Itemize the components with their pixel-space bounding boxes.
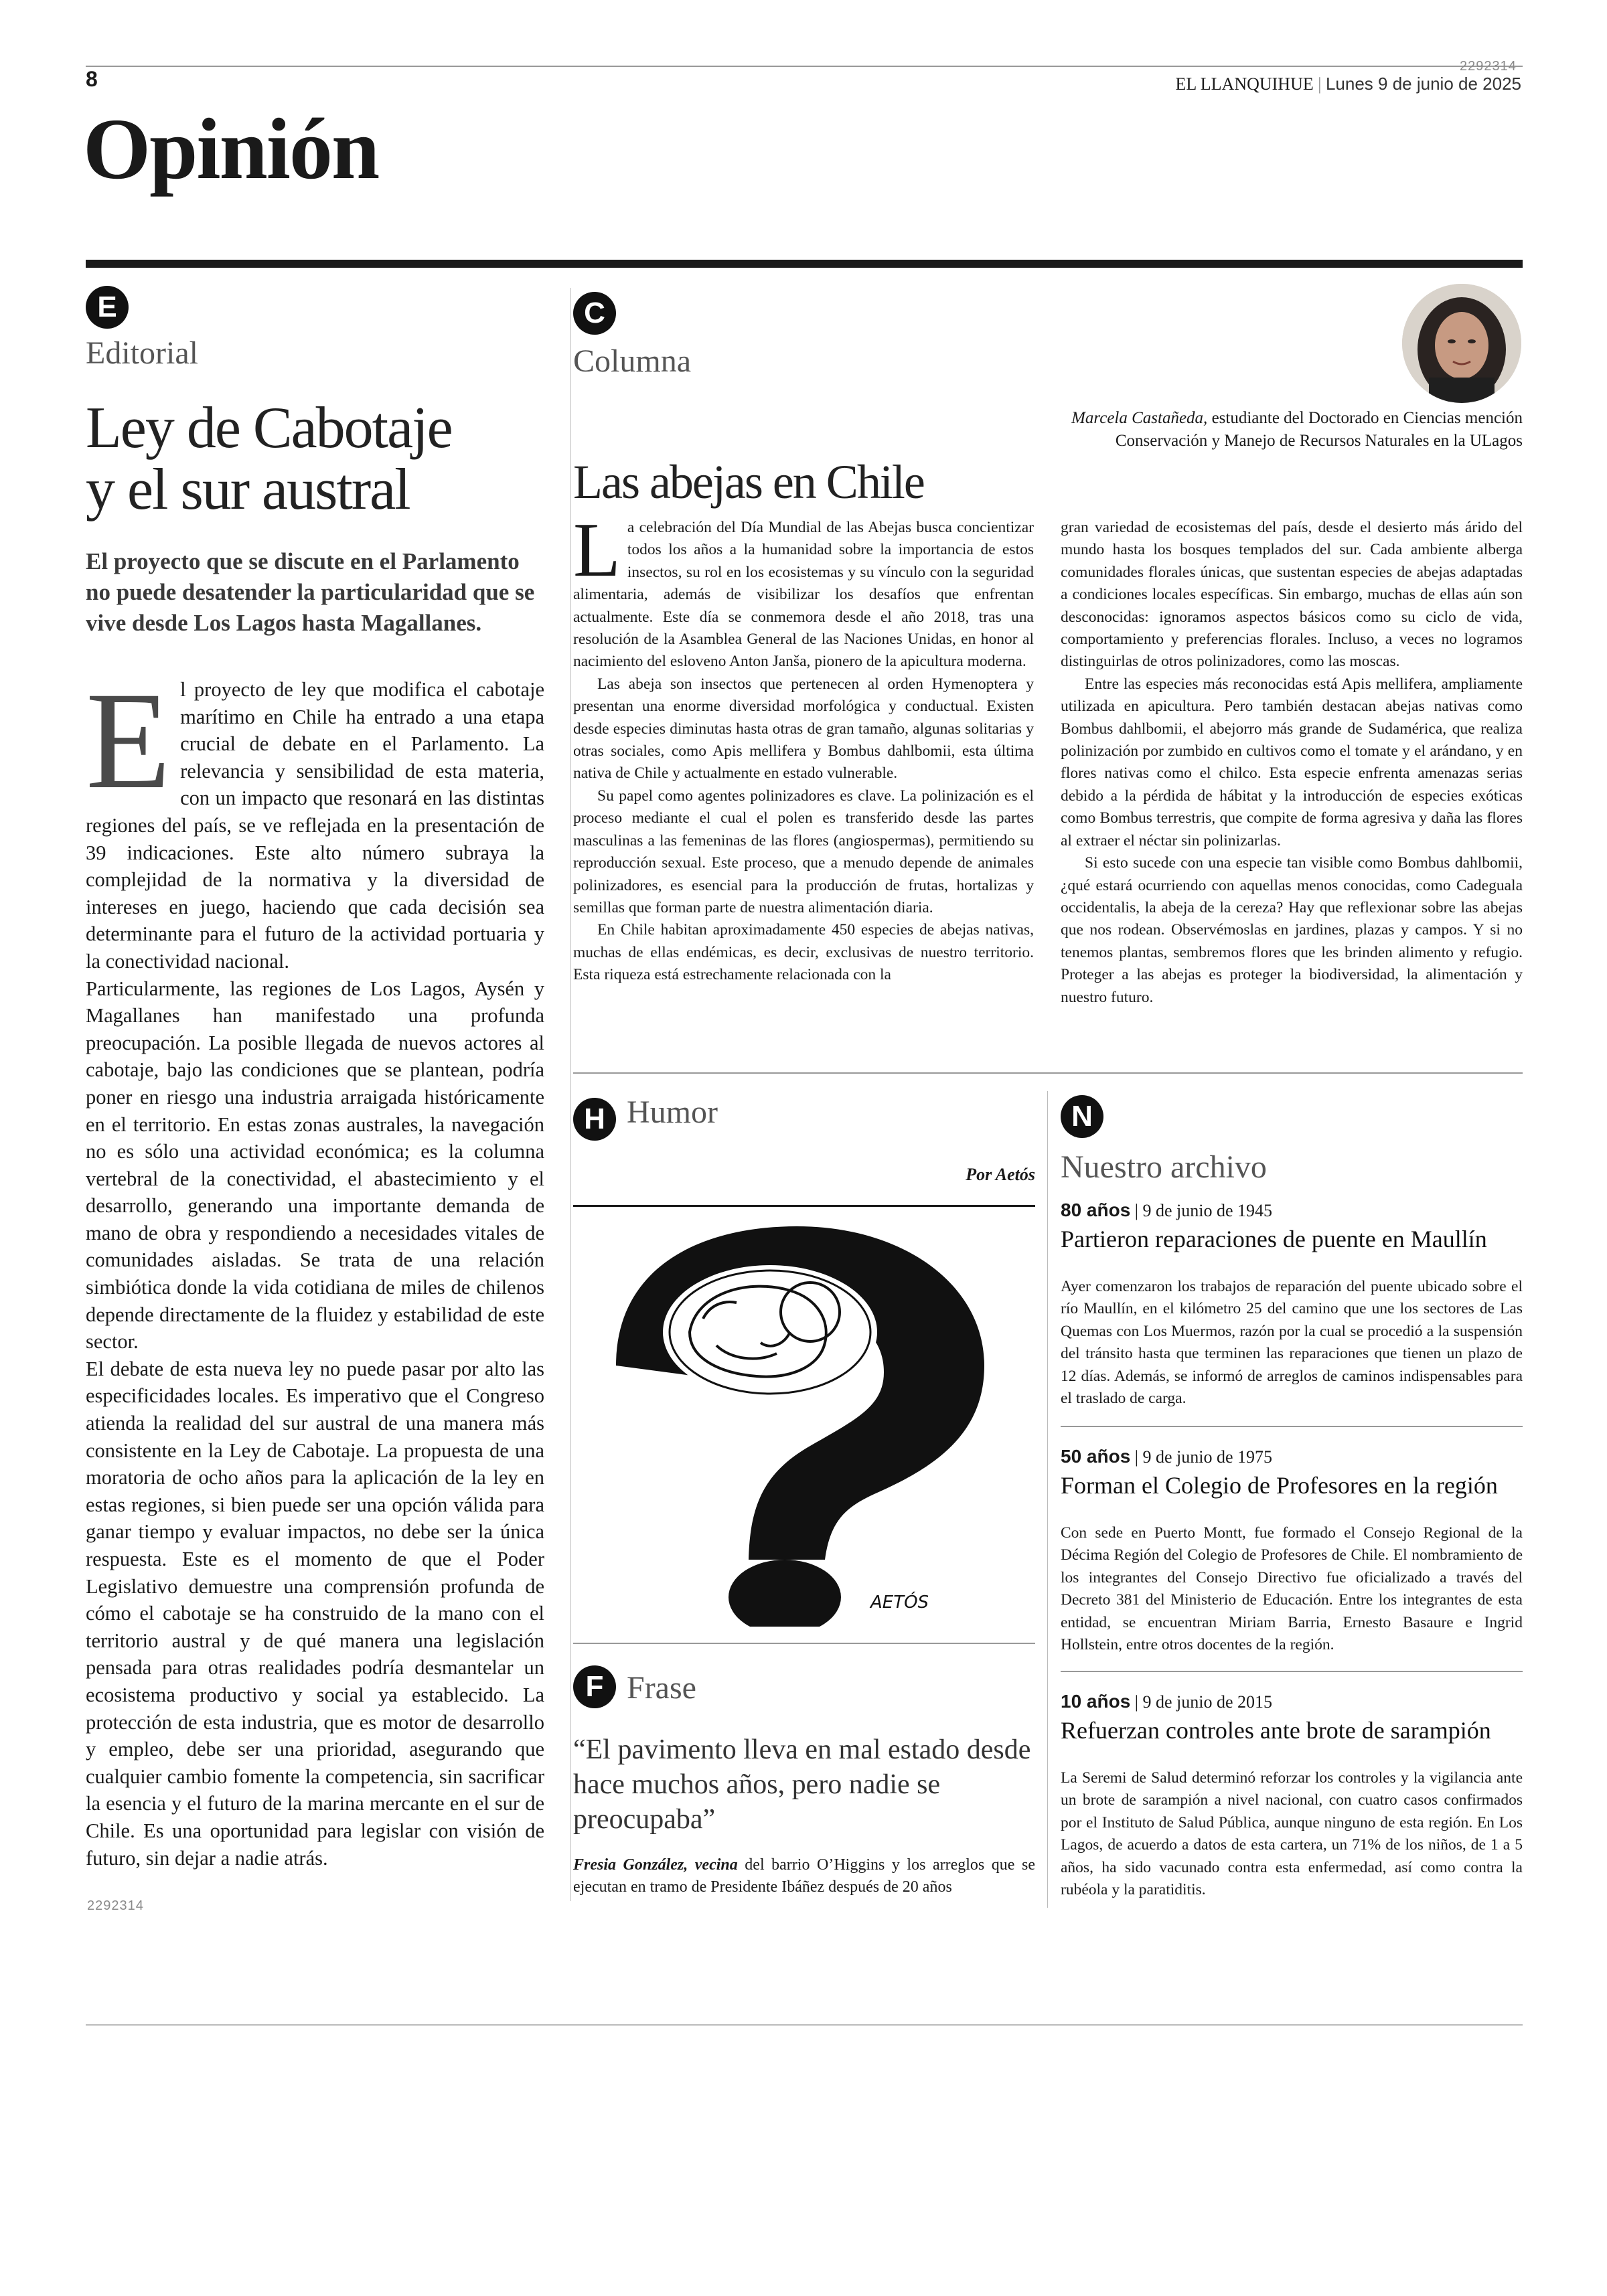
- archive-item-2-years: 50 años: [1061, 1446, 1131, 1467]
- column-headline: Las abejas en Chile: [573, 455, 924, 509]
- section-rule: [86, 260, 1523, 268]
- frase-label: Frase: [627, 1670, 696, 1706]
- editorial-headline: [86, 398, 554, 521]
- archive-item-3-body: La Seremi de Salud determinó reforzar los controles y la vigilancia ante un brote de sarampión a nivel nacional, con cuatro casos confirmados por el Instituto de Salud Pública, aunque ninguno de esta región. En Los Lagos, de acuerdo a datos de esta cartera, un 71% de los niños, de 1 a 5 años, ha sido vacunado contra esta enfermedad, así como contra la rubéola y la paratiditis.: [1061, 1769, 1523, 1899]
- humor-bottom-rule: [573, 1643, 1035, 1644]
- archive-rule-1: [1061, 1426, 1523, 1427]
- archive-item-1: [1061, 1200, 1523, 1410]
- archive-item-2-title: Forman el Colegio de Profesores en la región: [1061, 1472, 1498, 1499]
- frase-attribution-rest: del barrio O’Higgins y los arreglos que se ejecutan en tramo de Presidente Ibáñez después de 20 años: [573, 1856, 1035, 1896]
- frase-attribution-name: Fresia González, vecina: [573, 1856, 738, 1874]
- archive-item-2-body: Con sede en Puerto Montt, fue formado el Consejo Regional de la Décima Región del Colegio de Profesores de Chile. El nombramiento de los integrantes del Consejo Directivo fue oficializado a través del Decreto 381 del Ministerio de Educación. Entre los integrantes de esta entidad, se encuentran Miriam Barria, Ernesto Basaure e Ingrid Hollstein, entre otros docentes de la región.: [1061, 1524, 1523, 1654]
- column-paragraph-4: En Chile habitan aproximadamente 450 especies de abejas nativas, muchas de ellas endémicas, es decir, exclusivas de nuestro territorio. Esta riqueza está estrechamente relacionada con la: [573, 921, 1034, 984]
- archive-item-1-title: Partieron reparaciones de puente en Maullín: [1061, 1226, 1487, 1252]
- editorial-paragraph-2: Particularmente, las regiones de Los Lagos, Aysén y Magallanes han manifestado una profunda preocupación. La posible llegada de nuevos actores al cabotaje, bajo las condiciones que se plantean, podría poner en riesgo una industria arraigada históricamente en el territorio. En estas zonas australes, la navegación no es sólo una actividad económica; es la columna vertebral de la conectividad, el abastecimiento y el desarrollo, generando una importante demanda de mano de obra y respondiendo a necesidades vitales de comunidades aisladas. Se trata de una relación simbiótica donde la vida cotidiana de miles de chilenos depende directamente de la fluidez y estabilidad de este sector.: [86, 977, 544, 1354]
- column-body-right: [1061, 517, 1523, 1009]
- humor-cartoon: [589, 1212, 1024, 1627]
- column-bottom-rule: [573, 1072, 1523, 1074]
- masthead-divider: |: [1318, 74, 1326, 94]
- archive-item-1-body: Ayer comenzaron los trabajos de reparación del puente ubicado sobre el río Maullín, en el kilómetro 25 del camino que une los sectores de Las Quemas con Los Muermos, razón por la cual se procedió a la suspensión del tránsito hasta que terminen las reparaciones que tienen un plazo de 12 días. Además, se informó de arreglos de caminos indispensables para el traslado de carga.: [1061, 1278, 1523, 1408]
- humor-top-rule: [573, 1205, 1035, 1207]
- author-credit: [991, 407, 1523, 453]
- column-paragraph-1-text: a celebración del Día Mundial de las Abejas busca concientizar todos los años a la humanidad sobre la importancia de estos insectos, su rol en los ecosistemas y su vínculo con la seguridad alimentaria, además de visibilizar los desafíos que enfrentan actualmente. Este día se conmemora desde el año 2018, tras una resolución de la Asamblea General de las Naciones Unidas, en honor al nacimiento del esloveno Anton Janša, pionero de la apicultura moderna.: [573, 519, 1034, 671]
- question-mark-fetus-cartoon: [589, 1212, 1024, 1627]
- column-paragraph-5: gran variedad de ecosistemas del país, desde el desierto más árido del mundo hasta los bosques templados del sur. Cada ambiente alberga comunidades florales únicas, que sustentan especies de abejas adaptadas a condiciones locales específicas. Sin embargo, muchas de ellas aún son desconocidas: ignoramos aspectos básicos como su ciclo de vida, comportamiento y preferencias florales. Incluso, a veces no logramos distinguirlas de otros polinizadores, como las moscas.: [1061, 519, 1523, 671]
- frase-badge: F: [573, 1665, 616, 1708]
- archive-item-2: [1061, 1446, 1523, 1656]
- humor-credit: Por Aetós: [966, 1165, 1035, 1184]
- column-body-left: [573, 507, 1034, 987]
- frase-quote: “El pavimento lleva en mal estado desde hace muchos años, pero nadie se preocupaba”: [573, 1734, 1031, 1835]
- author-bio: estudiante del Doctorado en Ciencias mención Conservación y Manejo de Recursos Naturales en la ULagos: [1115, 409, 1523, 450]
- archive-badge: N: [1061, 1095, 1103, 1138]
- editorial-headline-line1: Ley de Cabotaje: [86, 396, 452, 461]
- editorial-paragraph-1-text: l proyecto de ley que modifica el cabotaje marítimo en Chile ha entrado a una etapa crucial de debate en el Parlamento. La relevancia y sensibilidad de esta materia, con un impacto que resonará en las distintas regiones del país, se ve reflejada en la presentación de 39 indicaciones. Este alto número subraya la complejidad de la normativa y la diversidad de intereses en juego, haciendo que cada decisión sea determinante para el futuro de la actividad portuaria y la conectividad nacional.: [86, 678, 544, 973]
- column-label: Columna: [573, 343, 691, 379]
- column-divider: [570, 288, 571, 1901]
- archive-item-2-meta: [1061, 1446, 1523, 1467]
- archive-item-3-title: Refuerzan controles ante brote de sarampión: [1061, 1717, 1491, 1744]
- column-drop-cap: L: [573, 507, 621, 593]
- page-number: 8: [86, 67, 98, 91]
- author-portrait-illustration: [1402, 284, 1521, 403]
- editorial-body: [86, 663, 544, 1872]
- column-paragraph-2: Las abeja son insectos que pertenecen al orden Hymenoptera y presentan una enorme diversidad morfológica y conductual. Existen desde especies diminutas hasta otras de gran tamaño, algunas solitarias y otras sociales, como Apis mellifera y Bombus dahlbomii, esta última nativa de Chile y actualmente en estado vulnerable.: [573, 675, 1034, 783]
- editorial-paragraph-3: El debate de esta nueva ley no puede pasar por alto las especificidades locales. Es imperativo que el Congreso atienda la realidad del sur austral de una manera más consistente en la Ley de Cabotaje. La propuesta de una moratoria de ocho años para la aplicación de la ley en estas regiones, si bien puede ser una opción válida para ganar tiempo y evaluar impactos, no debe ser la única respuesta. Este es el momento de que el Poder Legislativo demuestre una comprensión profunda de cómo el cabotaje se ha construido de la mano con el territorio austral y de qué manera una legislación pensada para otras realidades podría desmantelar un ecosistema productivo y social ya establecido. La protección de esta industria, que es motor de desarrollo y empleo, debe ser una prioridad, asegurando que cualquier cambio fomente la competencia, sin sacrificar la esencia y el futuro de la marina mercante en el sur de Chile. Es una oportunidad para legislar con visión de futuro, sin dejar a nadie atrás.: [86, 1357, 544, 1870]
- archive-item-1-years: 80 años: [1061, 1200, 1131, 1220]
- top-rule: [86, 66, 1523, 67]
- archive-item-3: [1061, 1691, 1523, 1901]
- column-paragraph-7: Si esto sucede con una especie tan visible como Bombus dahlbomii, ¿qué estará ocurriendo con aquellas menos conocidas, como Cadeguala occidentalis, la abeja de la cereza? Hay que reflexionar sobre las abejas que nos rodean. Observémoslas en jardines, plazas y campos. Y si no tenemos plantas, sembremos flores que les brinden alimento y refugio. Proteger a las abejas es proteger la biodiversidad, la alimentación y nuestro futuro.: [1061, 854, 1523, 1006]
- author-name: Marcela Castañeda,: [1071, 409, 1208, 427]
- column-badge: C: [573, 292, 616, 335]
- publication-name: EL LLANQUIHUE: [1175, 74, 1314, 94]
- masthead-line: [1175, 74, 1521, 94]
- archive-item-3-meta: [1061, 1691, 1523, 1712]
- archive-rule-2: [1061, 1671, 1523, 1672]
- archive-item-3-years: 10 años: [1061, 1691, 1131, 1712]
- humor-badge: H: [573, 1098, 616, 1141]
- editorial-label: Editorial: [86, 335, 198, 371]
- column-paragraph-6: Entre las especies más reconocidas está Apis mellifera, ampliamente utilizada en apicultura. Pero también destacan abejas nativas como Bombus dahlbomii, el abejorro más grande de Sudamérica, que realiza polinización por zumbido en cultivos como el tomate y el arándano, y en flores nativas como el chilco. Esta especie enfrenta amenazas serias debido a la pérdida de hábitat y la introducción de especies exóticas como Bombus terrestris, que compite de forma agresiva y daña las flores al extraer el néctar sin polinizarlas.: [1061, 675, 1523, 849]
- archive-divider: [1047, 1091, 1048, 1908]
- frase-attribution: [573, 1854, 1035, 1898]
- archive-item-3-date: | 9 de junio de 2015: [1134, 1692, 1273, 1712]
- editorial-paragraph-1: [86, 663, 544, 975]
- print-code-top: 2292314: [1460, 59, 1517, 74]
- column-paragraph-1: [573, 507, 1034, 673]
- print-code-bottom: 2292314: [87, 1898, 144, 1913]
- archive-item-1-meta: [1061, 1200, 1523, 1221]
- column-paragraph-3: Su papel como agentes polinizadores es clave. La polinización es el proceso mediante el cual el polen es transferido desde las partes masculinas a las femeninas de las flores (angiospermas), permitiendo su reproducción sexual. Este proceso, que a menudo depende de animales polinizadores, es esencial para la producción de frutas, hortalizas y semillas que forman parte de nuestra alimentación diaria.: [573, 787, 1034, 916]
- footer-rule: [86, 2024, 1523, 2026]
- archive-item-2-date: | 9 de junio de 1975: [1134, 1447, 1273, 1467]
- archive-label: Nuestro archivo: [1061, 1149, 1267, 1185]
- editorial-headline-line2: y el sur austral: [86, 457, 410, 522]
- issue-date: Lunes 9 de junio de 2025: [1325, 74, 1521, 94]
- editorial-drop-cap: E: [86, 663, 171, 817]
- cartoon-signature: AETÓS: [870, 1592, 929, 1613]
- humor-label: Humor: [627, 1094, 718, 1130]
- editorial-badge: E: [86, 286, 129, 329]
- archive-item-1-date: | 9 de junio de 1945: [1134, 1201, 1273, 1220]
- editorial-deck: El proyecto que se discute en el Parlamento no puede desatender la particularidad que se vive desde Los Lagos hasta Magallanes.: [86, 548, 535, 636]
- author-photo: [1402, 284, 1521, 403]
- section-title: Opinión: [83, 101, 379, 197]
